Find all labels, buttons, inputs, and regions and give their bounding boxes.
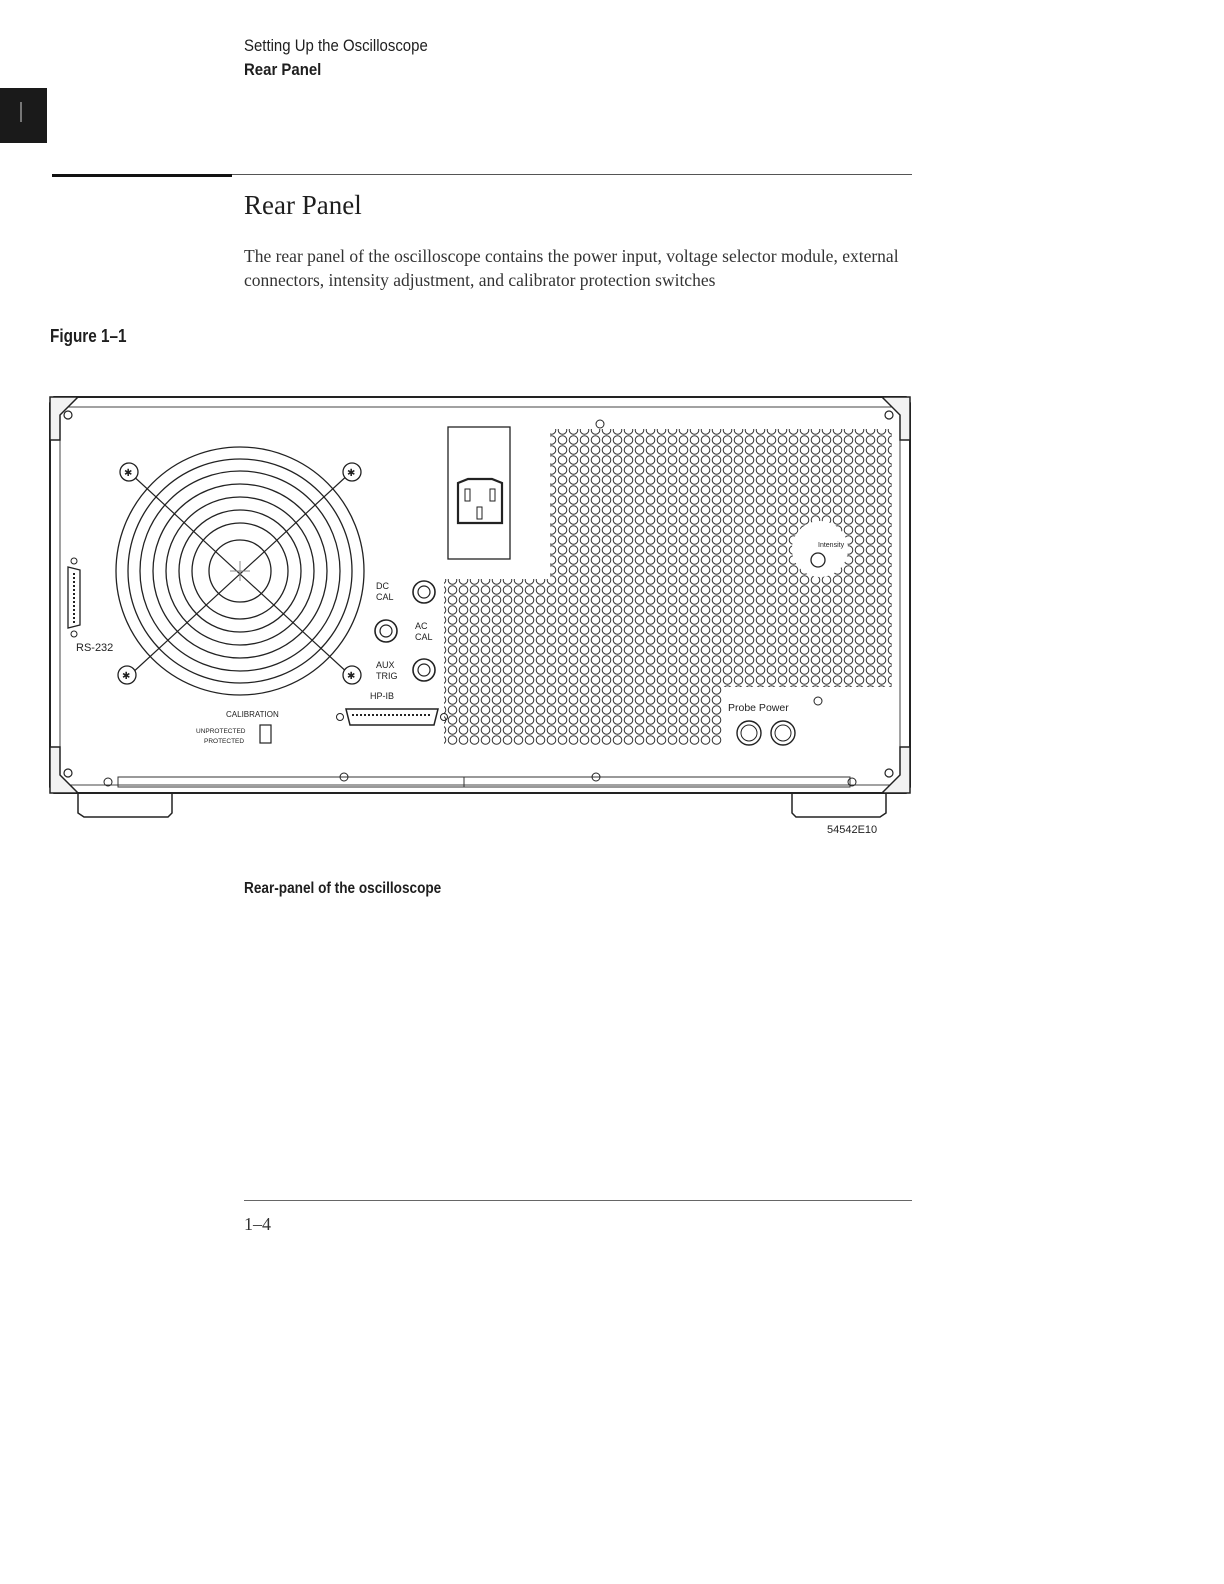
figure-text: ✱: [122, 671, 131, 682]
intensity-label: Intensity: [818, 542, 845, 549]
figure-text: ✱: [347, 468, 356, 479]
ac-cal-label-2: CAL: [415, 632, 433, 642]
intro-paragraph: The rear panel of the oscilloscope contains the power input, voltage selector module, external connectors, intensity adjustment, and calibrator protection switches: [244, 246, 899, 290]
aux-trig-label-2: TRIG: [376, 671, 398, 681]
page-number: 1–4: [244, 1214, 271, 1234]
section-rule-thin: [232, 174, 912, 175]
figure-text: ✱: [347, 671, 356, 682]
calibration-label: CALIBRATION: [226, 710, 279, 719]
rear-panel-illustration: [40, 385, 920, 845]
section-rule-thick: [52, 174, 232, 177]
running-header-chapter: Setting Up the Oscilloscope: [244, 36, 428, 55]
unprotected-label: UNPROTECTED: [196, 728, 246, 735]
ac-cal-label-1: AC: [415, 621, 428, 631]
chapter-tab-marker: [0, 88, 47, 143]
figure-code: 54542E10: [827, 824, 878, 836]
probe-power-label: Probe Power: [728, 702, 789, 714]
dc-cal-label-1: DC: [376, 581, 389, 591]
rs232-label: RS-232: [76, 642, 114, 654]
protected-label: PROTECTED: [204, 738, 245, 745]
dc-cal-label-2: CAL: [376, 592, 394, 602]
running-header-section: Rear Panel: [244, 60, 322, 79]
section-title: Rear Panel: [244, 190, 362, 220]
figure-caption: Rear-panel of the oscilloscope: [244, 880, 442, 897]
hpib-label: HP-IB: [370, 691, 395, 701]
figure-text: ✱: [124, 468, 133, 479]
figure-label: Figure 1–1: [50, 326, 127, 346]
footer-rule: [244, 1200, 912, 1201]
aux-trig-label-1: AUX: [376, 660, 395, 670]
